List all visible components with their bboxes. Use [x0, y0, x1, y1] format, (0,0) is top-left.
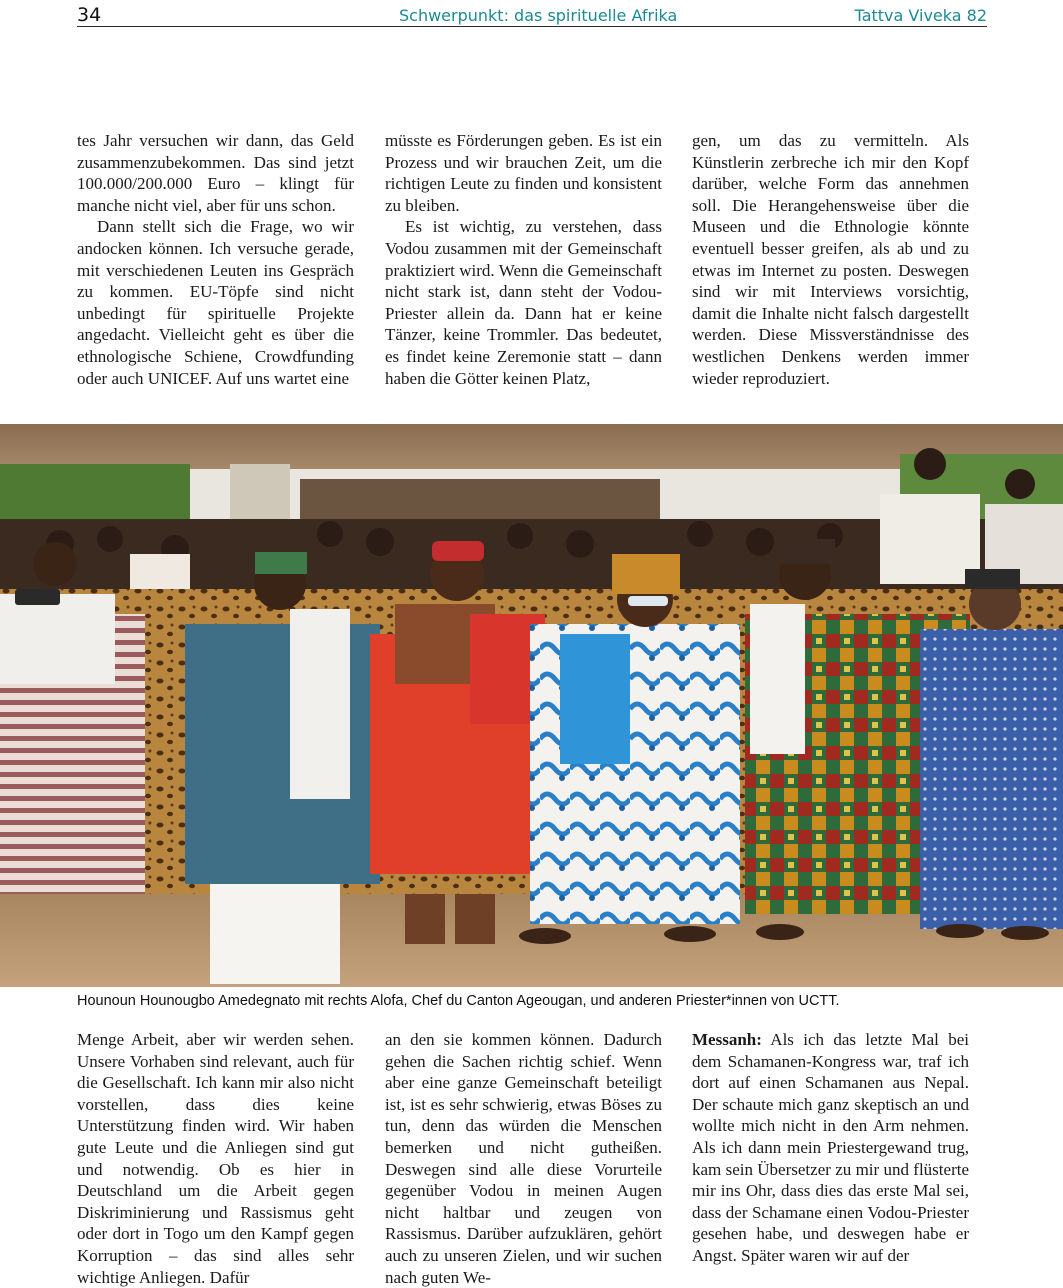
paragraph: gen, um das zu vermitteln. Als Künstlerin zerbreche ich mir den Kopf darüber, welche Form das annehmen soll. Die Herangehensweise über die Museen und die Ethnologie könnte eventuell besser greifen, als ab und zu etwas im Internet zu posten. Deswegen sind wir mit Interviews vorsichtig, damit die Inhalte nicht falsch dargestellt werden. Diese Missverständnisse des westlichen Denkens werden immer wieder reproduziert. — [692, 131, 969, 388]
journal-title: Tattva Viveka 82 — [854, 6, 987, 25]
paragraph: Dann stellt sich die Frage, wo wir andocken können. Ich versuche gerade, mit verschiedenen Leuten ins Gespräch zu kommen. EU-Töpfe sind nicht unbedingt für spirituelle Projekte angedacht. Vielleicht geht es über die ethnologische Schiene, Crowdfunding oder auch UNICEF. Auf uns wartet eine — [77, 217, 354, 388]
paragraph: an den sie kommen können. Dadurch gehen die Sachen richtig schief. Wenn aber eine ganze Gemeinschaft beteiligt ist, ist es sehr schwierig, etwas Böses zu tun, denn das würden die Menschen bemerken und nicht gutheißen. Deswegen sind alle diese Vorurteile gegenüber Vodou in meinen Augen nicht haltbar und zeugen von Rassismus. Darüber aufzuklären, gehört auch zu unseren Zielen, und wir suchen nach guten We- — [385, 1030, 662, 1287]
paragraph: tes Jahr versuchen wir dann, das Geld zusammenzubekommen. Das sind jetzt 100.000/200.000 Euro – klingt für manche nicht viel, aber für uns schon. — [77, 131, 354, 215]
ceremony-photo — [0, 424, 1063, 987]
paragraph — [692, 1029, 969, 1267]
top-column-3 — [692, 130, 969, 389]
photo-caption: Hounoun Hounougbo Amedegnato mit rechts Alofa, Chef du Canton Ageougan, und anderen Priester*innen von UCTT. — [77, 993, 840, 1009]
photo-illustration — [0, 424, 1063, 987]
bottom-column-1 — [77, 1029, 354, 1288]
section-title: Schwerpunkt: das spirituelle Afrika — [399, 6, 678, 25]
top-column-1 — [77, 130, 354, 389]
running-header — [77, 0, 987, 27]
top-column-2 — [385, 130, 662, 389]
bottom-column-3 — [692, 1029, 969, 1267]
speaker-label: Messanh: — [692, 1030, 762, 1049]
paragraph: Menge Arbeit, aber wir werden sehen. Unsere Vorhaben sind relevant, auch für die Gesellschaft. Ich kann mir also nicht vorstellen, dass dies keine Unterstützung finden wird. Wir haben gute Leute und die Anliegen sind gut und notwendig. Ob es hier in Deutschland um die Arbeit gegen Diskriminierung und Rassismus geht oder dort in Togo um den Kampf gegen Korruption – das sind alles sehr wichtige Anliegen. Dafür — [77, 1030, 354, 1287]
page-number: 34 — [77, 4, 102, 26]
paragraph: müsste es Förderungen geben. Es ist ein Prozess und wir brauchen Zeit, um die richtigen Leute zu finden und konsistent zu bleiben. — [385, 131, 662, 215]
paragraph: Es ist wichtig, zu verstehen, dass Vodou zusammen mit der Gemeinschaft praktiziert wird. Wenn die Gemeinschaft nicht stark ist, dann steht der Vodou-Priester allein da. Dann hat er keine Tänzer, keine Trommler. Das bedeutet, es findet keine Zeremonie statt – dann haben die Götter keinen Platz, — [385, 217, 662, 388]
bottom-column-2 — [385, 1029, 662, 1288]
speaker-text: Als ich das letzte Mal bei dem Schamanen-Kongress war, traf ich dort auf einen Schamanen aus Nepal. Der schaute mich ganz skeptisch an und wollte mich nicht in den Arm nehmen. Als ich dann mein Priestergewand trug, kam sein Übersetzer zu mir und flüsterte mir ins Ohr, dass dies das erste Mal sei, dass der Schamane einen Vodou-Priester gesehen habe, und deswegen habe er Angst. Später waren wir auf der — [692, 1030, 969, 1265]
